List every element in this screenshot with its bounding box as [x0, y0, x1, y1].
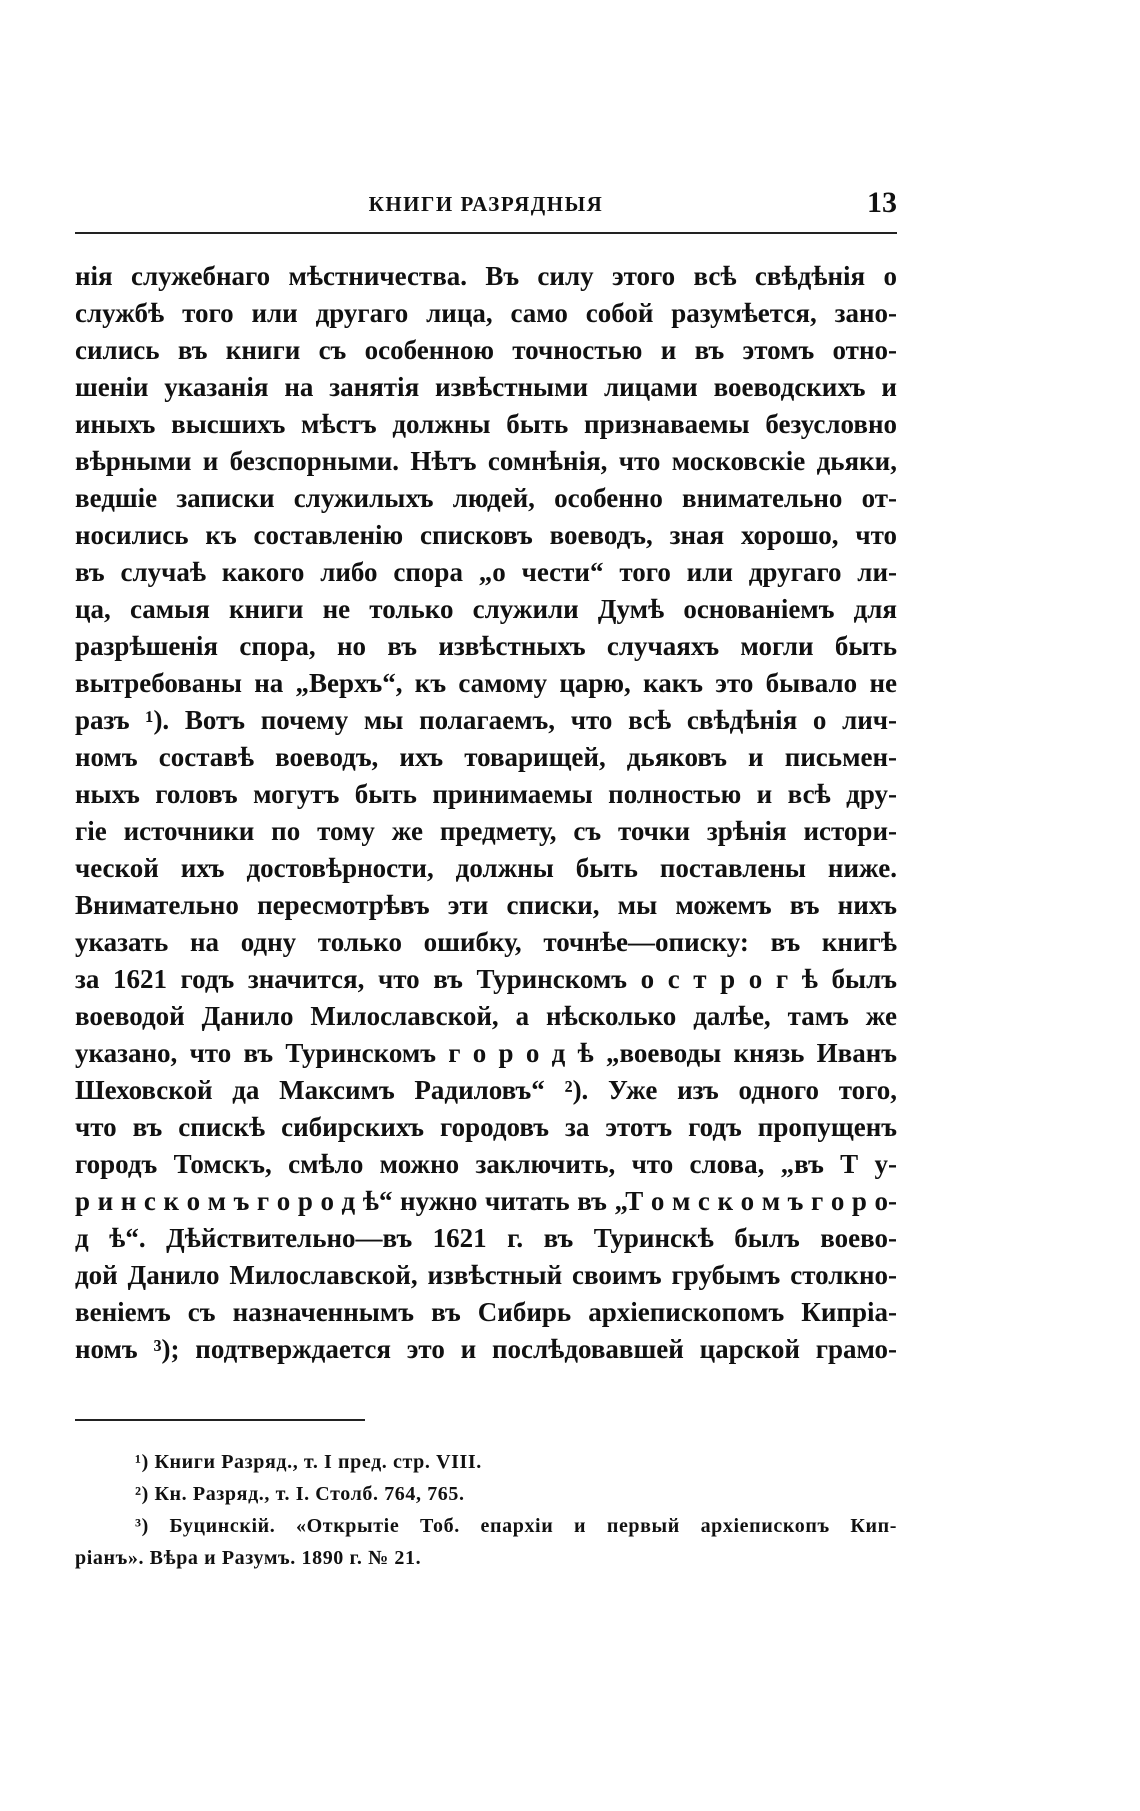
text-line: городъ Томскъ, смѣло можно заключить, что слова, „въ Т у-: [75, 1149, 897, 1179]
text-line: Внимательно пересмотрѣвъ эти списки, мы можемъ въ нихъ: [75, 890, 897, 920]
footnote-3: ³) Буцинскій. «Открытіе Тоб. епархіи и первый архіепископъ Кип-: [135, 1515, 897, 1537]
text-line: службѣ того или другаго лица, само собой разумѣется, зано-: [75, 298, 897, 328]
text-line: веніемъ съ назначеннымъ въ Сибирь архіепископомъ Кипріа-: [75, 1297, 897, 1327]
text-line: указать на одну только ошибку, точнѣе—описку: въ книгѣ: [75, 927, 897, 957]
text-line: дой Данило Милославской, извѣстный своимъ грубымъ столкно-: [75, 1260, 897, 1290]
running-title: КНИГИ РАЗРЯДНЫЯ: [368, 192, 604, 216]
text-line: что въ спискѣ сибирскихъ городовъ за этотъ годъ пропущенъ: [75, 1112, 897, 1142]
page-header: [75, 186, 897, 226]
body-text: [75, 258, 897, 1368]
text-line: вытребованы на „Верхъ“, къ самому царю, какъ это бывало не: [75, 668, 897, 698]
footnote-3-continuation: ріанъ». Вѣра и Разумъ. 1890 г. № 21.: [75, 1547, 422, 1569]
text-line: номъ ³); подтверждается это и послѣдовавшей царской грамо-: [75, 1334, 897, 1364]
text-line: въ случаѣ какого либо спора „о чести“ того или другаго ли-: [75, 557, 897, 587]
page-number: 13: [867, 186, 897, 219]
text-line: шеніи указанія на занятія извѣстными лицами воеводскихъ и: [75, 372, 897, 402]
text-line: номъ составѣ воеводъ, ихъ товарищей, дьяковъ и письмен-: [75, 742, 897, 772]
footnote-1: ¹) Книги Разряд., т. I пред. стр. VIII.: [135, 1451, 482, 1473]
text-line: иныхъ высшихъ мѣстъ должны быть признаваемы безусловно: [75, 409, 897, 439]
text-line: гіе источники по тому же предмету, съ точки зрѣнія истори-: [75, 816, 897, 846]
footnotes: [75, 1446, 897, 1574]
text-line: Шеховской да Максимъ Радиловъ“ ²). Уже изъ одного того,: [75, 1075, 897, 1105]
footnote-2: ²) Кн. Разряд., т. I. Столб. 764, 765.: [135, 1483, 465, 1505]
text-line: воеводой Данило Милославской, а нѣсколько далѣе, тамъ же: [75, 1001, 897, 1031]
text-line: ведшіе записки служилыхъ людей, особенно внимательно от-: [75, 483, 897, 513]
footnote-rule: [75, 1419, 365, 1421]
text-line: сились въ книги съ особенною точностью и въ этомъ отно-: [75, 335, 897, 365]
text-line: д ѣ“. Дѣйствительно—въ 1621 г. въ Туринскѣ былъ воево-: [75, 1223, 897, 1253]
text-line: ческой ихъ достовѣрности, должны быть поставлены ниже.: [75, 853, 897, 883]
text-line: разрѣшенія спора, но въ извѣстныхъ случаяхъ могли быть: [75, 631, 897, 661]
text-line: указано, что въ Туринскомъ г о р о д ѣ „воеводы князь Иванъ: [75, 1038, 897, 1068]
text-line: за 1621 годъ значится, что въ Туринскомъ о с т р о г ѣ былъ: [75, 964, 897, 994]
text-line: ца, самыя книги не только служили Думѣ основаніемъ для: [75, 594, 897, 624]
book-page: [75, 0, 897, 1811]
text-line: разъ ¹). Вотъ почему мы полагаемъ, что всѣ свѣдѣнія о лич-: [75, 705, 897, 735]
text-line: носились къ составленію списковъ воеводъ, зная хорошо, что: [75, 520, 897, 550]
text-line: р и н с к о м ъ г о р о д ѣ“ нужно читать въ „Т о м с к о м ъ г о р о-: [75, 1186, 897, 1216]
text-line: вѣрными и безспорными. Нѣтъ сомнѣнія, что московскіе дьяки,: [75, 446, 897, 476]
header-rule: [75, 232, 897, 234]
text-line: ныхъ головъ могутъ быть принимаемы полностью и всѣ дру-: [75, 779, 897, 809]
text-line: нія служебнаго мѣстничества. Въ силу этого всѣ свѣдѣнія о: [75, 261, 897, 291]
